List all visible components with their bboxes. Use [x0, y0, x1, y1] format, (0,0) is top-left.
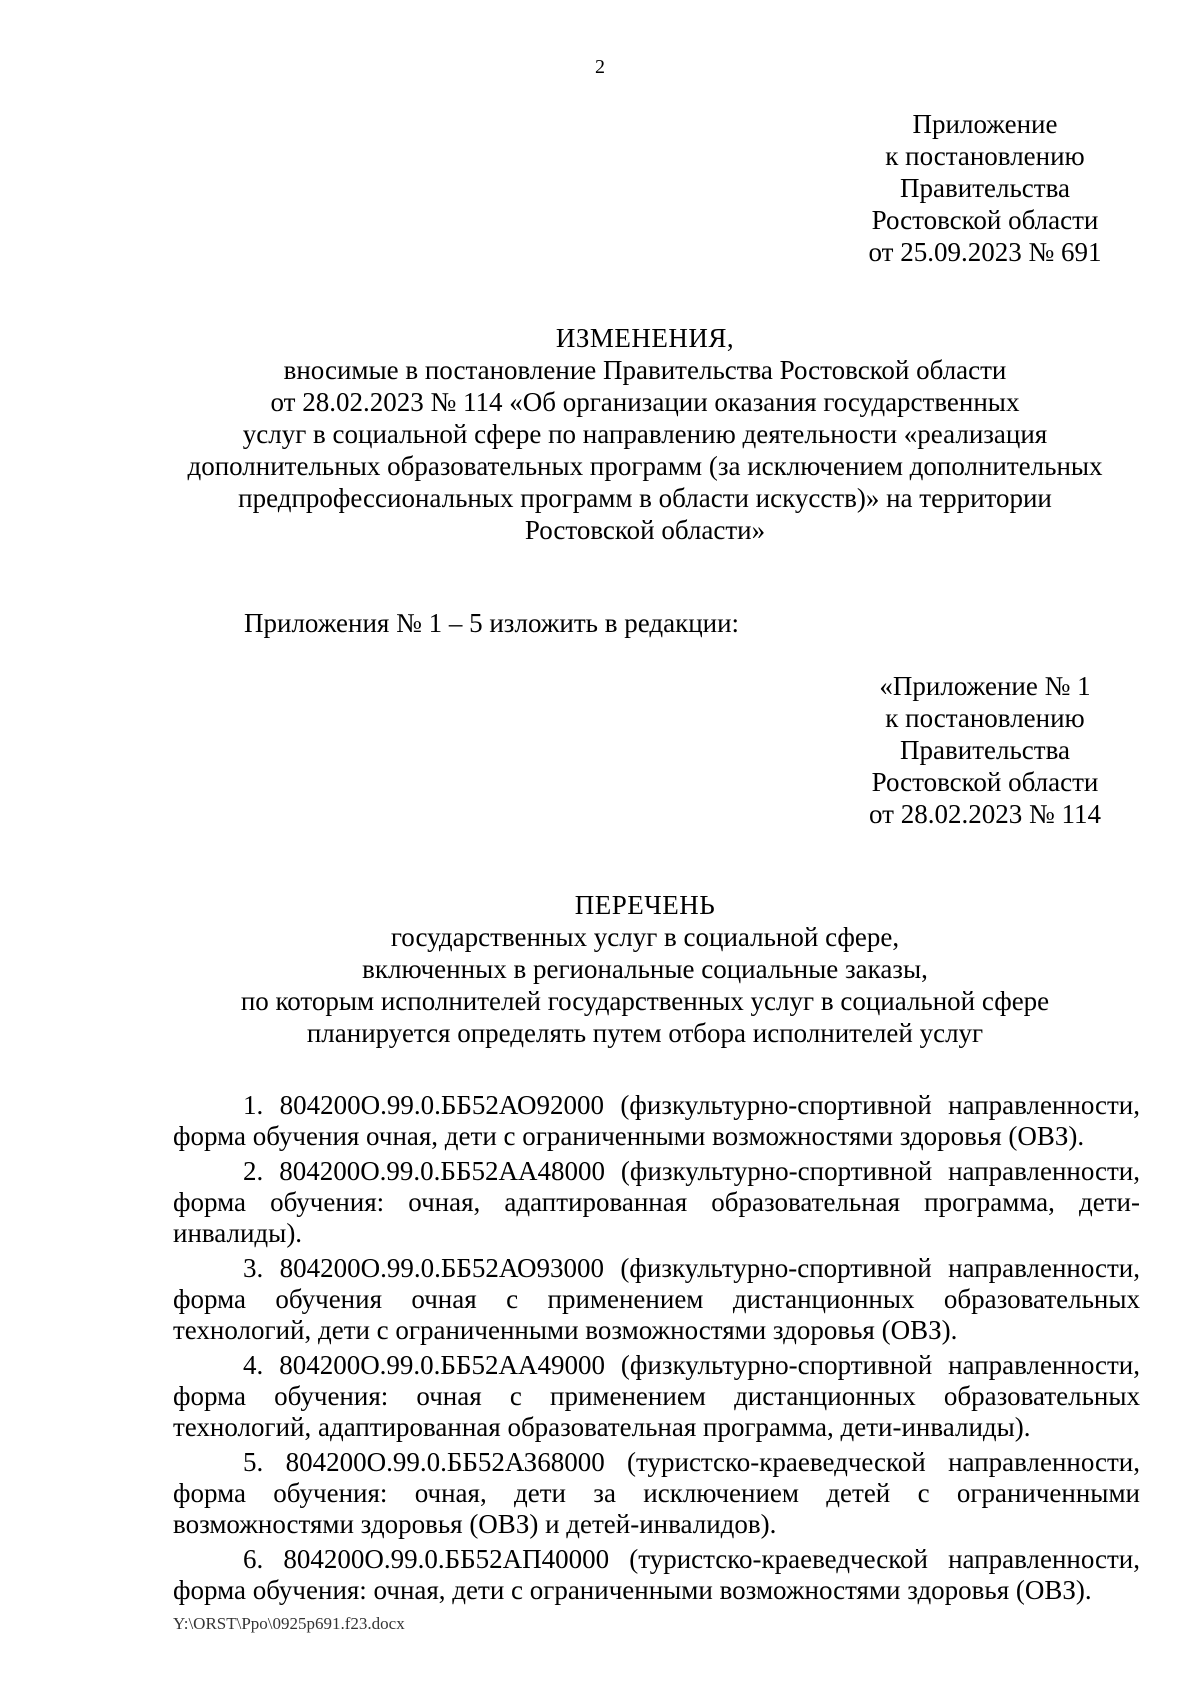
approval-line: Правительства: [900, 735, 1070, 765]
approval-line: Приложение: [912, 109, 1058, 139]
approval-block-second: [820, 670, 1150, 830]
list-item: 5. 804200О.99.0.ББ52АЗ68000 (туристско-краеведческой направленности, форма обучения: очная, дети за исключением детей с ограниченными возможностями здоровья (ОВЗ) и детей-инвалидов).: [173, 1447, 1140, 1539]
list-title-line: включенных в региональные социальные заказы,: [362, 954, 928, 984]
approval-line: Ростовской области: [871, 205, 1099, 235]
service-list: [173, 1090, 1140, 1610]
list-heading: ПЕРЕЧЕНЬ: [574, 890, 716, 920]
changes-title-line: Ростовской области»: [524, 515, 766, 545]
approval-line: Правительства: [900, 173, 1070, 203]
page-number: 2: [595, 56, 605, 78]
list-title-line: планируется определять путем отбора исполнителей услуг: [306, 1018, 984, 1048]
list-title-line: государственных услуг в социальной сфере,: [390, 922, 900, 952]
approval-line: Ростовской области: [871, 767, 1099, 797]
changes-title-line: услуг в социальной сфере по направлению деятельности «реализация: [242, 419, 1048, 449]
changes-heading: ИЗМЕНЕНИЯ,: [555, 323, 735, 353]
list-item: 1. 804200О.99.0.ББ52АО92000 (физкультурно-спортивной направленности, форма обучения очная, дети с ограниченными возможностями здоровья (ОВЗ).: [173, 1090, 1140, 1151]
approval-line: от 25.09.2023 № 691: [868, 237, 1102, 267]
list-title-block: [150, 889, 1140, 1049]
list-item: 3. 804200О.99.0.ББ52АО93000 (физкультурно-спортивной направленности, форма обучения очная с применением дистанционных образовательных технологий, дети с ограниченными возможностями здоровья (ОВЗ).: [173, 1253, 1140, 1345]
approval-line: к постановлению: [885, 703, 1085, 733]
changes-title-line: от 28.02.2023 № 114 «Об организации оказания государственных: [270, 387, 1020, 417]
list-title-line: по которым исполнителей государственных услуг в социальной сфере: [240, 986, 1050, 1016]
approval-line: «Приложение № 1: [879, 671, 1091, 701]
approval-block-top: [820, 108, 1150, 268]
footer-file-path: Y:\ORST\Ppo\0925p691.f23.docx: [173, 1614, 405, 1633]
changes-title-block: [150, 322, 1140, 546]
changes-title-line: вносимые в постановление Правительства Ростовской области: [283, 355, 1007, 385]
changes-title-line: дополнительных образовательных программ (за исключением дополнительных: [187, 451, 1103, 481]
list-item: 6. 804200О.99.0.ББ52АП40000 (туристско-краеведческой направленности, форма обучения: очная, дети с ограниченными возможностями здоровья (ОВЗ).: [173, 1544, 1140, 1605]
intro-paragraph: Приложения № 1 – 5 изложить в редакции:: [244, 608, 740, 638]
approval-line: к постановлению: [885, 141, 1085, 171]
approval-line: от 28.02.2023 № 114: [869, 799, 1101, 829]
list-item: 2. 804200О.99.0.ББ52АА48000 (физкультурно-спортивной направленности, форма обучения: очная, адаптированная образовательная программа, дети-инвалиды).: [173, 1156, 1140, 1248]
list-item: 4. 804200О.99.0.ББ52АА49000 (физкультурно-спортивной направленности, форма обучения: очная с применением дистанционных образовательных технологий, адаптированная образовательная программа, дети-инвалиды).: [173, 1350, 1140, 1442]
changes-title-line: предпрофессиональных программ в области искусств)» на территории: [238, 483, 1052, 513]
